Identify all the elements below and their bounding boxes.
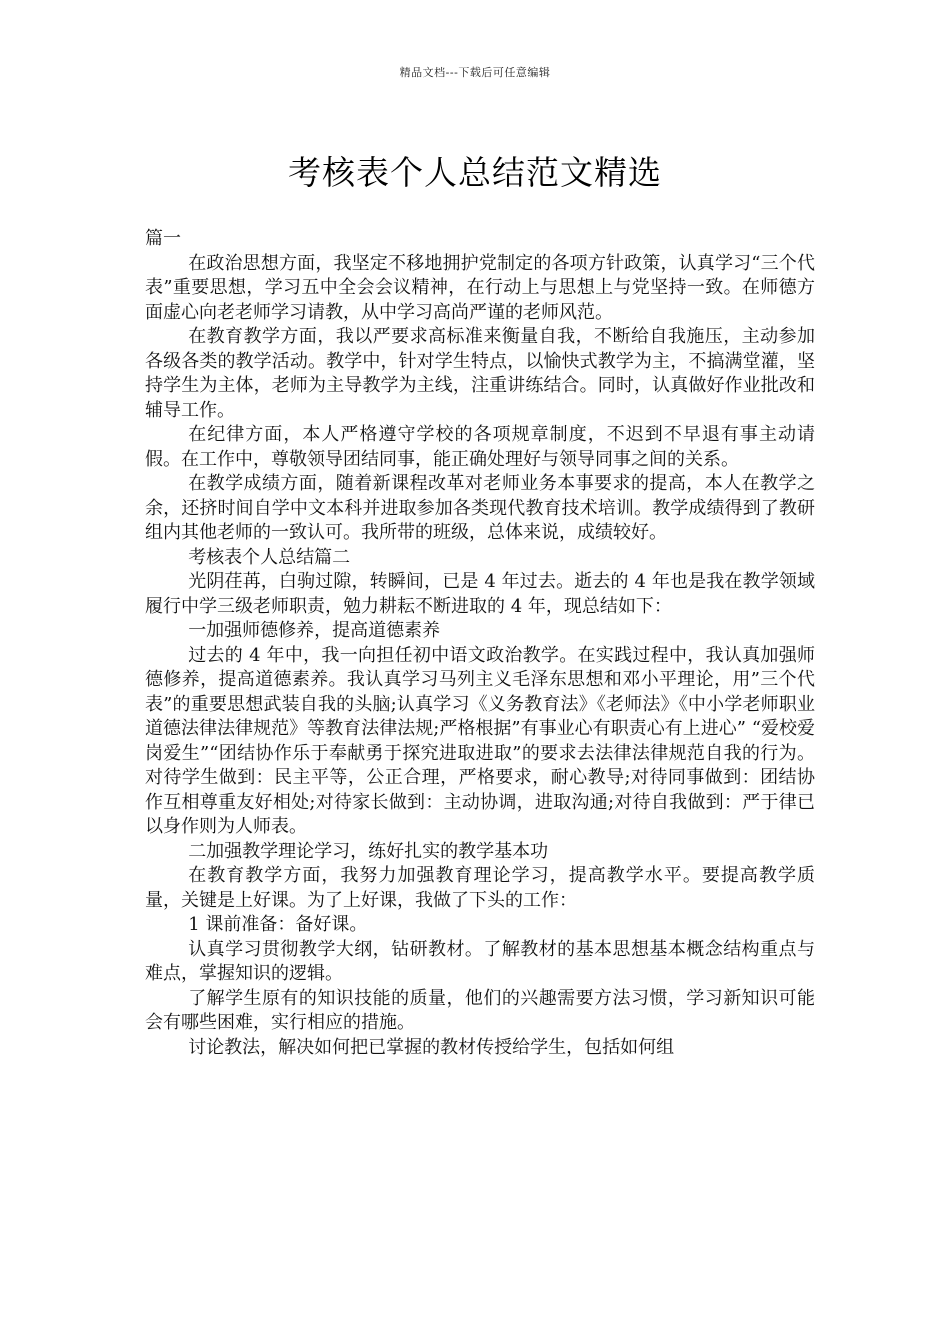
document-title: 考核表个人总结范文精选: [288, 153, 662, 193]
body-paragraph: 在教育教学方面，我以严要求高标准来衡量自我，不断给自我施压，主动参加各级各类的教学活动。教学中，针对学生特点，以愉快式教学为主，不搞满堂灌，坚持学生为主体，老师为主导教学为主线，注重讲练结合。同时，认真做好作业批改和辅导工作。: [145, 326, 815, 421]
subheading: 二加强教学理论学习，练好扎实的教学基本功: [188, 840, 549, 862]
body-paragraph: 讨论教法，解决如何把已掌握的教材传授给学生，包括如何组: [188, 1036, 675, 1058]
list-item-heading: 1 课前准备：备好课。: [188, 914, 368, 935]
section-heading-part-one: 篇一: [145, 228, 181, 249]
section-heading-part-two: 考核表个人总结篇二: [188, 546, 351, 568]
body-paragraph: 在政治思想方面，我坚定不移地拥护党制定的各项方针政策，认真学习“三个代表”重要思想，学习五中全会会议精神，在行动上与思想上与党坚持一致。在师德方面虚心向老老师学习请教，从中学习高尚严谨的老师风范。: [145, 252, 815, 323]
body-paragraph: 在教育教学方面，我努力加强教育理论学习，提高教学水平。要提高教学质量，关键是上好课。为了上好课，我做了下头的工作：: [145, 865, 815, 911]
body-paragraph: 认真学习贯彻教学大纲，钻研教材。了解教材的基本思想基本概念结构重点与难点，掌握知识的逻辑。: [145, 938, 815, 984]
subheading: 一加强师德修养，提高道德素养: [188, 620, 441, 641]
page-header-watermark: 精品文档---下载后可任意编辑: [399, 66, 551, 79]
body-paragraph: 过去的 4 年中，我一向担任初中语文政治教学。在实践过程中，我认真加强师德修养，提高道德素养。我认真学习马列主义毛泽东思想和邓小平理论，用”三个代表”的重要思想武装自我的头脑;认真学习《义务教育法》《老师法》《中小学老师职业道德法律法律规范》等教育法律法规;严格根据”有事业心有职责心有上进心” “爱校爱岗爱生”“团结协作乐于奉献勇于探究进取进取”的要求去法律法律规范自我的行为。对待学生做到：民主平等，公正合理，严格要求，耐心教导;对待同事做到：团结协作互相尊重友好相处;对待家长做到：主动协调，进取沟通;对待自我做到：严于律已以身作则为人师表。: [145, 644, 815, 837]
document-body: [145, 227, 815, 1060]
body-paragraph: 在教学成绩方面，随着新课程改革对老师业务本事要求的提高，本人在教学之余，还挤时间自学中文本科并进取参加各类现代教育技术培训。教学成绩得到了教研组内其他老师的一致认可。我所带的班级，总体来说，成绩较好。: [145, 473, 815, 543]
body-paragraph: 在纪律方面，本人严格遵守学校的各项规章制度，不迟到不早退有事主动请假。在工作中，尊敬领导团结同事，能正确处理好与领导同事之间的关系。: [145, 424, 815, 470]
body-paragraph: 了解学生原有的知识技能的质量，他们的兴趣需要方法习惯，学习新知识可能会有哪些困难，实行相应的措施。: [145, 987, 815, 1033]
body-paragraph: 光阴荏苒，白驹过隙，转瞬间，已是 4 年过去。逝去的 4 年也是我在教学领域履行中学三级老师职责，勉力耕耘不断进取的 4 年，现总结如下：: [145, 571, 815, 617]
